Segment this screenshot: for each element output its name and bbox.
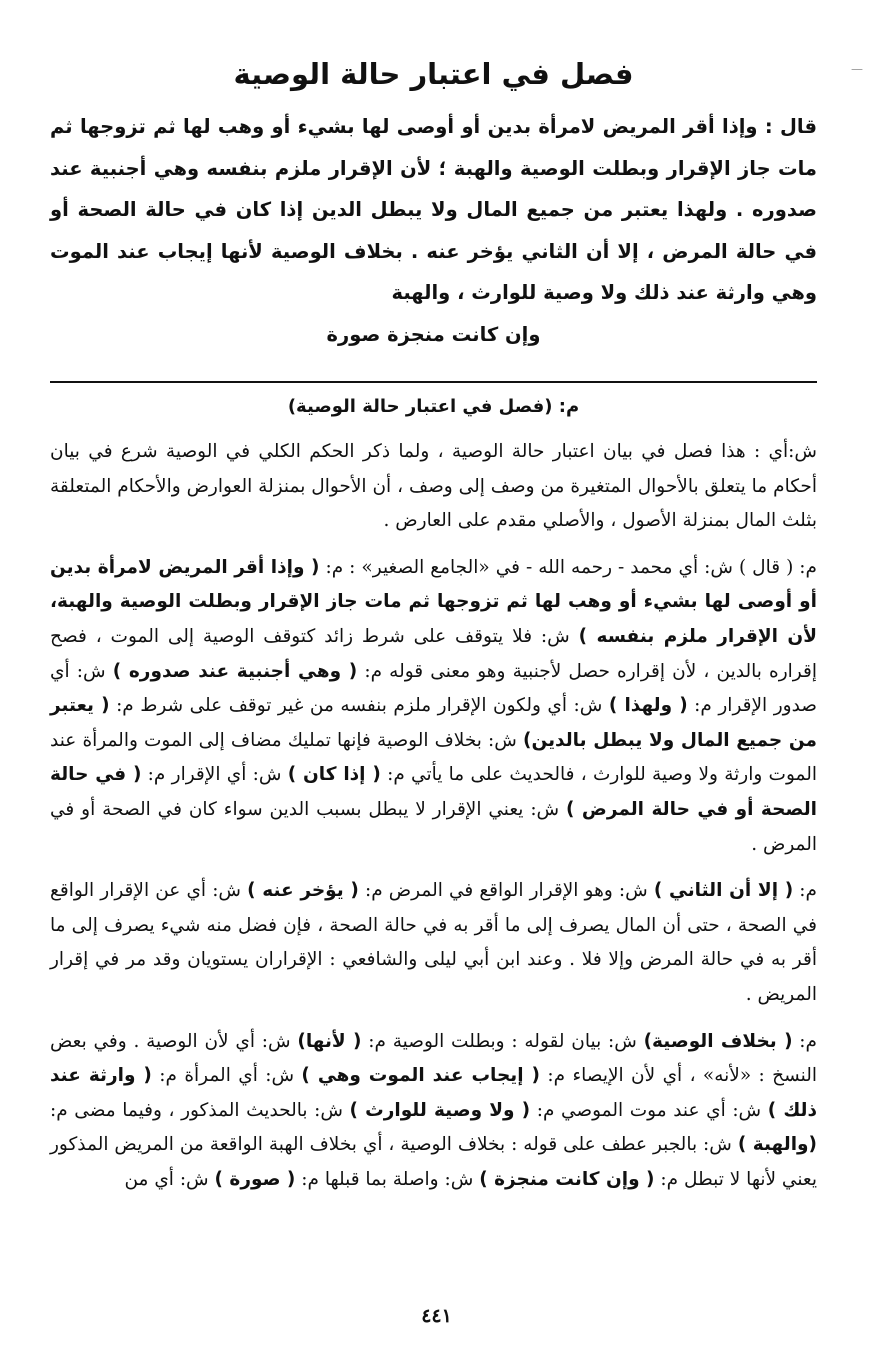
commentary-paragraph [50, 551, 817, 862]
sharh-text: م: ( قال ) ش: أي محمد - رحمه الله - في «الجامع الصغير» : م: [319, 556, 817, 578]
separator-rule [50, 381, 817, 383]
matn-text: قال : وإذا أقر المريض لامرأة بدين أو أوصى لها بشيء أو وهب لها ثم تزوجها ثم مات جاز الإقرار وبطلت الوصية والهبة ؛ لأن الإقرار ملزم بنفسه وهي أجنبية عند صدوره . ولهذا يعتبر من جميع المال ولا يبطل الدين إذا كان في حالة الصحة أو في حالة المرض ، إلا أن الثاني يؤخر عنه . بخلاف الوصية لأنها إيجاب عند الموت وهي وارثة عند ذلك ولا وصية للوارث ، والهبة [50, 115, 817, 304]
matn-quote: ( وهي أجنبية عند صدوره ) [112, 660, 358, 682]
commentary-body [50, 435, 817, 1197]
matn-quote: ( وإن كانت منجزة ) [479, 1168, 655, 1190]
sharh-text: ش: أي الإقرار م: [141, 764, 288, 786]
sharh-text: ش: بالحديث المذكور ، وفيما مضى م: [50, 1099, 350, 1121]
chapter-title: فصل في اعتبار حالة الوصية [233, 57, 634, 91]
matn-last-line: وإن كانت منجزة صورة [326, 322, 541, 346]
sharh-text: ش: أي لأن الوصية . وفي بعض النسخ : «لأنه» ، أي لأن الإيصاء م: [50, 1030, 817, 1087]
matn-quote: ( بخلاف الوصية) [643, 1030, 793, 1052]
sharh-text: ش: بالجبر عطف على قوله : بخلاف الوصية ، أي بخلاف الهبة الواقعة من المريض المذكور يعني لأنها لا تبطل م: [50, 1134, 817, 1190]
matn-quote: (والهبة ) [737, 1134, 817, 1156]
sharh-text: ش: فلا يتوقف على شرط زائد كتوقف الوصية إلى الموت ، فصح إقراره بالدين ، لأن إقراره حصل لأجنبية وهو معنى قوله م: [50, 625, 817, 682]
matn-quote: ( ولا وصية للوارث ) [349, 1099, 531, 1121]
matn-quote: ( في حالة الصحة أو في حالة المرض ) [50, 764, 817, 820]
matn-quote: ( لأنها) [297, 1030, 362, 1052]
sharh-text: م: [793, 880, 817, 902]
sharh-text: ش: أي عن الإقرار الواقع في الصحة ، حتى أن المال يصرف إلى ما أقر به في حالة الصحة ، فإن فضل منه شيء يصرف إلى ما أقر به في حالة المرض وإلا فلا . وعند ابن أبي ليلى والشافعي : الإقراران يستويان وقد مر في إقرار المريض . [50, 880, 817, 1005]
matn-quote: ( وارثة عند ذلك ) [50, 1065, 818, 1121]
matn-quote: ( صورة ) [214, 1168, 296, 1190]
sharh-text: ش: بخلاف الوصية فإنها تمليك مضاف إلى الموت والمرأة عند الموت وارثة ولا وصية للوارث ، فالحديث على ما يأتي م: [50, 729, 818, 786]
commentary-paragraph [50, 874, 817, 1012]
sharh-text: ش: أي المرأة م: [151, 1065, 302, 1087]
sharh-text: ش: أي صدور الإقرار م: [50, 660, 817, 717]
matn-quote: ( إذا كان ) [287, 764, 381, 786]
sharh-text: م: [792, 1030, 817, 1052]
commentary-paragraph [50, 435, 817, 539]
sharh-text: ش: أي عند موت الموصي م: [530, 1099, 768, 1121]
sharh-text: ش: وهو الإقرار الواقع في المرض م: [358, 880, 654, 902]
commentary-paragraph [50, 1025, 817, 1198]
sharh-text: ش: يعني الإقرار لا يبطل بسبب الدين سواء كان في الصحة أو في المرض . [50, 798, 817, 855]
sharh-text: ش: بيان لقوله : وبطلت الوصية م: [361, 1030, 644, 1052]
matn-quote: ( يعتبر من جميع المال ولا يبطل بالدين) [50, 695, 818, 751]
sharh-text: ش:أي : هذا فصل في بيان اعتبار حالة الوصية ، ولما ذكر الحكم الكلي في الوصية شرع في بيان أحكام ما يتعلق بالأحوال المتغيرة من وصف إلى وصف ، أن الأحوال بمنزلة العوارض والأحكام المتعلقة بثلث المال بمنزلة الأصول ، والأصلي مقدم على العارض . [50, 441, 818, 532]
matn-quote: ( وإذا أقر المريض لامرأة بدين أو أوصى لها بشيء أو وهب لها ثم تزوجها ثم مات جاز الإقرار وبطلت الوصية والهبة، لأن الإقرار ملزم بنفسه ) [50, 556, 817, 647]
scan-corner-mark: — [851, 62, 863, 76]
matn-quote: ( ولهذا ) [608, 695, 688, 717]
sharh-text: ش: أي من [124, 1168, 215, 1190]
commentary-heading: م: (فصل في اعتبار حالة الوصية) [287, 396, 580, 417]
page-number: ٤٤١ [421, 1305, 452, 1327]
matn-quote: ( يؤخر عنه ) [247, 880, 359, 902]
sharh-text: ش: واصلة بما قبلها م: [295, 1168, 480, 1190]
sharh-text: ش: أي ولكون الإقرار ملزم بنفسه من غير توقف على شرط م: [109, 695, 609, 717]
matn-quote: ( إيجاب عند الموت وهي ) [301, 1065, 540, 1087]
matn-quote: ( إلا أن الثاني ) [653, 880, 794, 902]
